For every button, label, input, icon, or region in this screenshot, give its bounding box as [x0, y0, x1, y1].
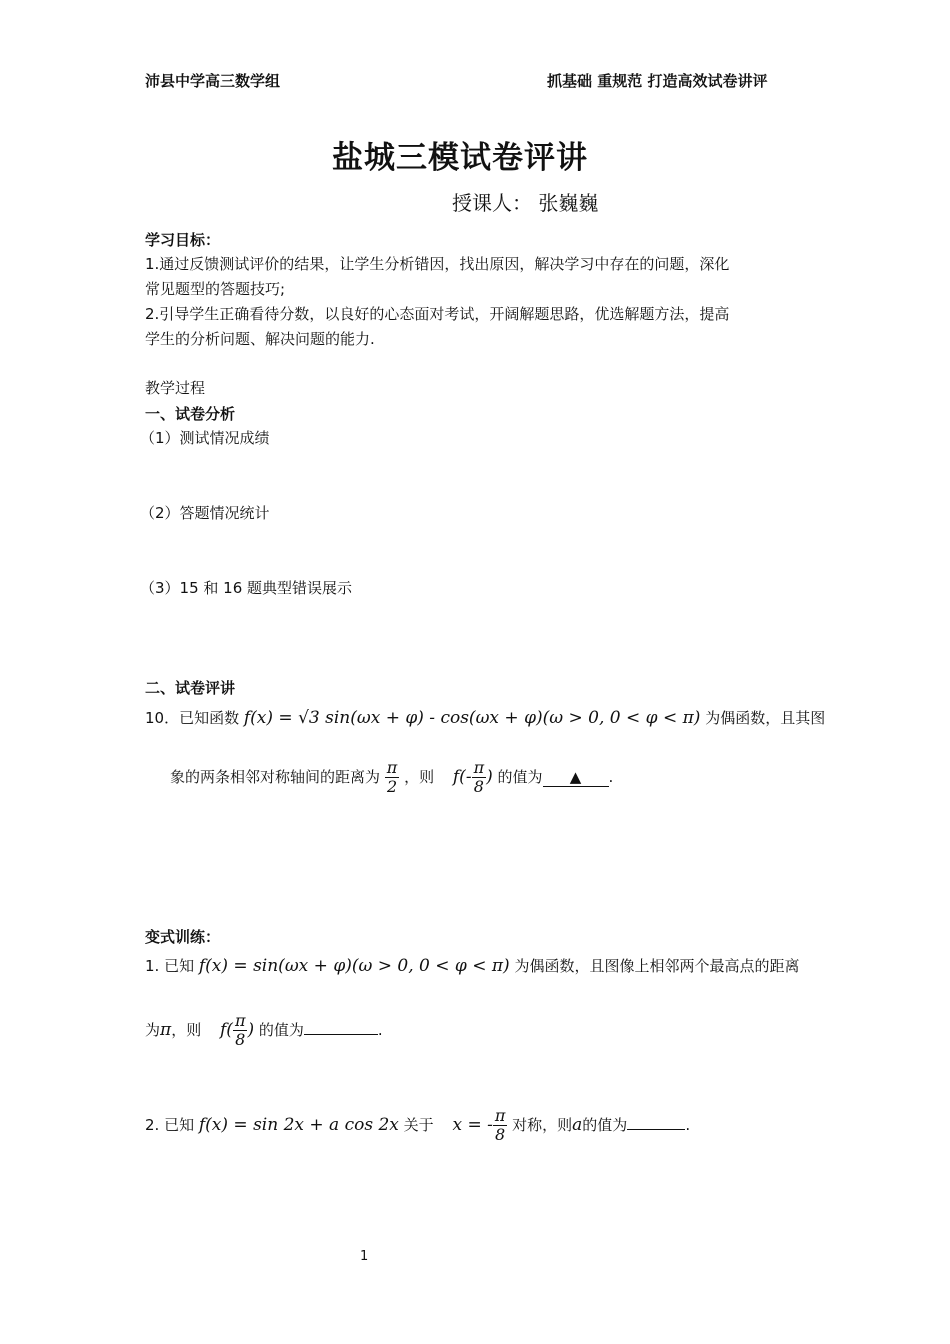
v2-about: 关于 [403, 1116, 434, 1134]
q10-prefix: 10．已知函数 [145, 709, 240, 727]
v1-f-suffix: ) [247, 1020, 255, 1040]
v2-end: . [685, 1116, 691, 1134]
v2-prefix: 2. 已知 [145, 1116, 195, 1134]
v1-prefix: 1. 已知 [145, 957, 195, 975]
v1-line2-prefix: 为 [145, 1021, 161, 1039]
page-number: 1 [360, 1249, 369, 1264]
q10-line-2 [170, 752, 613, 802]
page-title: 盐城三模试卷评讲 [332, 140, 588, 176]
v1-end: . [377, 1021, 383, 1039]
q10-f-fraction [472, 759, 487, 796]
objective-2-line-2: 学生的分析问题、解决问题的能力. [145, 330, 375, 348]
q10-line-1 [145, 703, 825, 733]
v2-x-num: π [494, 1106, 506, 1125]
q10-formula: f(x) = √3 sin(ωx + φ) - cos(ωx + φ)(ω > 0, 0 < φ < π) [243, 708, 701, 728]
v1-mid: ，则 [171, 1021, 202, 1039]
q10-f-num: π [473, 758, 485, 777]
v1-f-num: π [234, 1011, 246, 1030]
q10-end: . [608, 768, 614, 786]
lecturer: 授课人： 张巍巍 [452, 191, 599, 215]
variant-1-line-2 [145, 1004, 383, 1056]
v2-a: a [572, 1115, 583, 1135]
section-1-item-2: （2）答题情况统计 [140, 504, 270, 522]
objective-1-line-2: 常见题型的答题技巧; [145, 280, 286, 298]
v2-fraction [493, 1107, 508, 1144]
objective-1-line-1: 1.通过反馈测试评价的结果，让学生分析错因，找出原因，解决学习中存在的问题，深化 [145, 255, 730, 273]
q10-line2-prefix: 象的两条相邻对称轴间的距离为 [170, 768, 381, 786]
v1-pi: π [160, 1020, 172, 1040]
v2-sym: 对称，则 [512, 1116, 573, 1134]
q10-frac-num: π [386, 758, 398, 777]
objective-2-line-1: 2.引导学生正确看待分数，以良好的心态面对考试，开阔解题思路，优选解题方法，提高 [145, 305, 730, 323]
objectives-heading: 学习目标： [145, 231, 221, 249]
q10-f-suffix: ) [486, 767, 493, 787]
v1-f-den: 8 [235, 1030, 246, 1049]
section-1-item-3: （3）15 和 16 题典型错误展示 [140, 579, 353, 597]
v1-answer-blank [304, 1034, 378, 1035]
q10-answer-blank: ▲ [543, 768, 609, 787]
teaching-process: 教学过程 [145, 379, 206, 397]
variants-heading: 变式训练： [145, 928, 221, 946]
v2-value-text: 的值为 [582, 1116, 628, 1134]
variant-2-line [145, 1097, 690, 1153]
section-1-item-1: （1）测试情况成绩 [140, 429, 270, 447]
v1-fraction [233, 1012, 248, 1049]
v2-formula: f(x) = sin 2x + a cos 2x [198, 1115, 399, 1135]
variant-1-line-1 [145, 951, 799, 981]
q10-f-den: 8 [473, 777, 484, 796]
v2-answer-blank [627, 1129, 685, 1130]
section-2-heading: 二、试卷评讲 [145, 679, 236, 697]
header-right: 抓基础 重规范 打造高效试卷讲评 [547, 72, 768, 90]
v1-value-text: 的值为 [258, 1021, 304, 1039]
v1-f-prefix: f( [220, 1020, 233, 1040]
v1-formula: f(x) = sin(ωx + φ)(ω > 0, 0 < φ < π) [198, 956, 510, 976]
v2-x-den: 8 [495, 1125, 506, 1144]
header-left: 沛县中学高三数学组 [145, 72, 281, 90]
q10-suffix: 为偶函数，且其图 [705, 709, 826, 727]
q10-value-text: 的值为 [497, 768, 543, 786]
section-1-heading: 一、试卷分析 [145, 405, 236, 423]
q10-f-prefix: f(- [452, 767, 472, 787]
v2-x-eq: x = - [452, 1115, 493, 1135]
q10-fraction [385, 759, 400, 796]
q10-frac-den: 2 [386, 777, 398, 796]
q10-mid: ，则 [404, 768, 435, 786]
v1-suffix: 为偶函数，且图像上相邻两个最高点的距离 [514, 957, 800, 975]
